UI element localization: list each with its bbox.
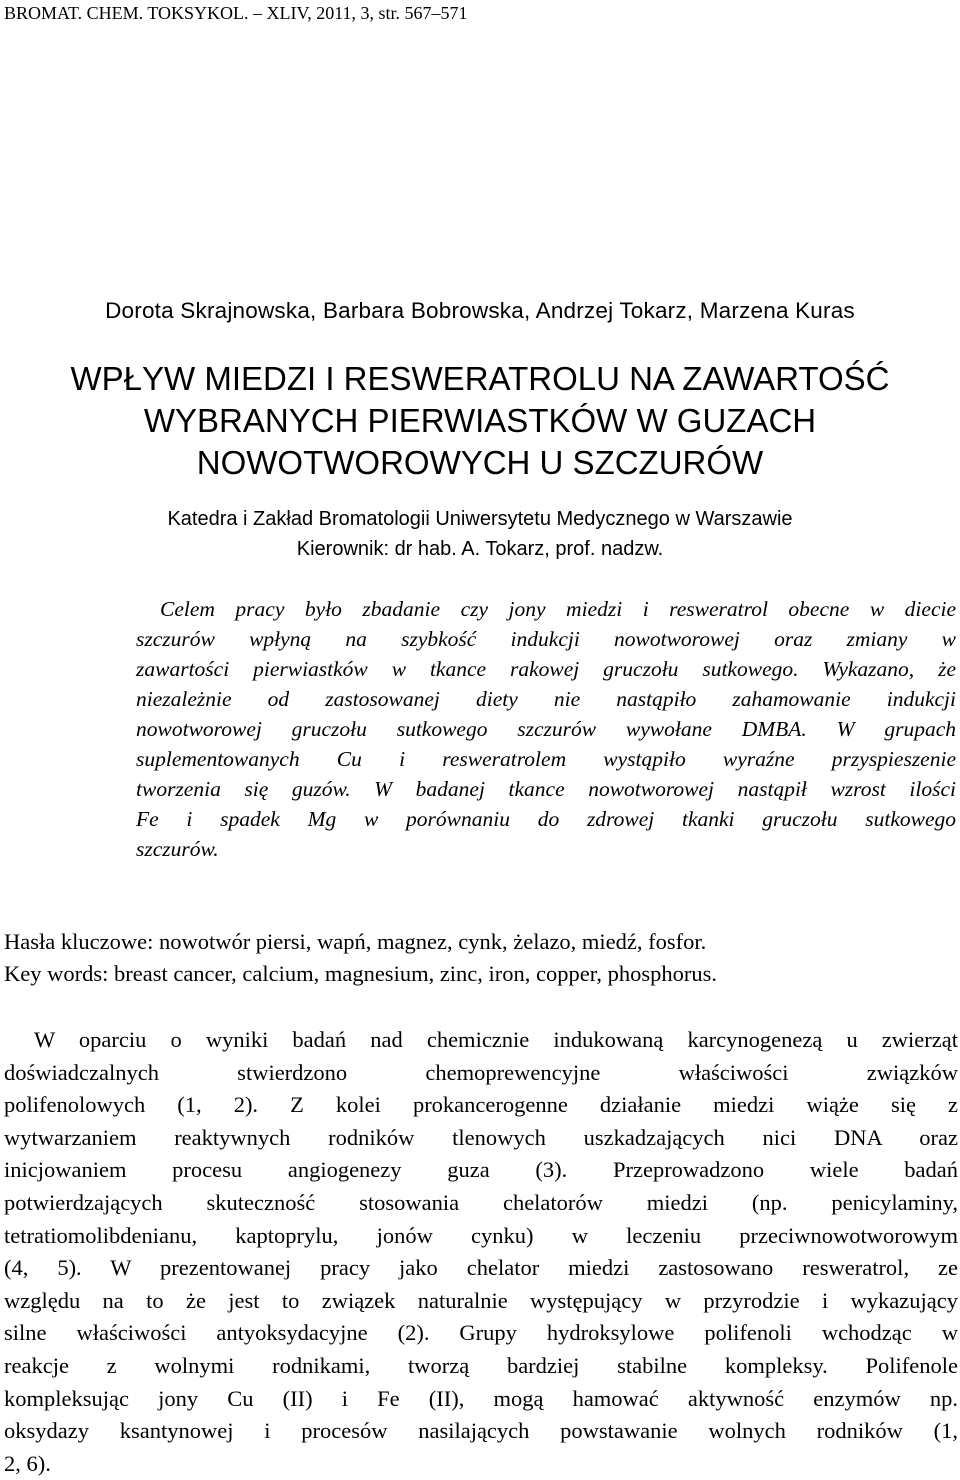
title-line: WYBRANYCH PIERWIASTKÓW W GUZACH — [143, 402, 817, 439]
body-line: inicjowaniem procesu angiogenezy guza (3). Przeprowadzono wiele badań — [4, 1157, 958, 1183]
body-line: 2, 6). — [4, 1450, 51, 1476]
body-line: (4, 5). W prezentowanej pracy jako chelator miedzi zastosowano resweratrol, ze — [4, 1255, 958, 1281]
abstract-line: Fe i spadek Mg w porównaniu do zdrowej tkanki gruczołu sutkowego — [136, 807, 956, 831]
title-line: NOWOTWOROWYCH U SZCZURÓW — [196, 444, 764, 481]
body-line: tetratiomolibdenianu, kaptoprylu, jonów cynku) w leczeniu przeciwnowotworowym — [4, 1222, 958, 1248]
body-line: W oparciu o wyniki badań nad chemicznie indukowaną karcynogenezą u zwierząt — [34, 1027, 958, 1052]
author-list: Dorota Skrajnowska, Barbara Bobrowska, Andrzej Tokarz, Marzena Kuras — [105, 298, 855, 323]
journal-citation: BROMAT. CHEM. TOKSYKOL. – XLIV, 2011, 3, str. 567–571 — [4, 3, 468, 23]
body-line: polifenolowych (1, 2). Z kolei prokancerogenne działanie miedzi wiąże się z — [4, 1092, 958, 1118]
body-line: potwierdzających skuteczność stosowania chelatorów miedzi (np. penicylaminy, — [4, 1189, 958, 1215]
keywords-english: Key words: breast cancer, calcium, magnesium, zinc, iron, copper, phosphorus. — [4, 961, 717, 986]
abstract-line: Celem pracy było zbadanie czy jony miedzi i resweratrol obecne w diecie — [160, 597, 956, 621]
abstract-line: nowotworowej gruczołu sutkowego szczurów wywołane DMBA. W grupach — [136, 717, 956, 741]
body-line: względu na to że jest to związek naturalnie występujący w przyrodzie i wykazujący — [4, 1287, 958, 1313]
abstract — [136, 594, 956, 864]
body-line: doświadczalnych stwierdzono chemoprewencyjne właściwości związków — [4, 1059, 958, 1085]
body-line: oksydazy ksantynowej i procesów nasilających powstawanie wolnych rodników (1, — [4, 1418, 958, 1444]
body-line: kompleksując jony Cu (II) i Fe (II), mogą hamować aktywność enzymów np. — [4, 1385, 958, 1411]
body-line: reakcje z wolnymi rodnikami, tworzą bardziej stabilne kompleksy. Polifenole — [4, 1352, 958, 1378]
body-paragraph — [4, 1024, 958, 1480]
abstract-line: szczurów wpłyną na szybkość indukcji nowotworowej oraz zmiany w — [136, 627, 956, 651]
abstract-line: zawartości pierwiastków w tkance rakowej gruczołu sutkowego. Wykazano, że — [136, 657, 956, 681]
keywords-polish: Hasła kluczowe: nowotwór piersi, wapń, magnez, cynk, żelazo, miedź, fosfor. — [4, 929, 707, 954]
head-of-department: Kierownik: dr hab. A. Tokarz, prof. nadzw. — [296, 538, 664, 560]
body-line: silne właściwości antyoksydacyjne (2). Grupy hydroksylowe polifenoli wchodząc w — [4, 1320, 958, 1346]
keywords-block — [4, 926, 960, 990]
abstract-line: szczurów. — [136, 837, 219, 861]
abstract-line: tworzenia się guzów. W badanej tkance nowotworowej nastąpił wzrost ilości — [136, 777, 956, 801]
body-line: wytwarzaniem reaktywnych rodników tlenowych uszkadzających nici DNA oraz — [4, 1124, 958, 1150]
affiliation: Katedra i Zakład Bromatologii Uniwersytetu Medycznego w Warszawie — [167, 508, 793, 530]
title-line: WPŁYW MIEDZI I RESWERATROLU NA ZAWARTOŚĆ — [70, 360, 890, 397]
abstract-line: suplementowanych Cu i resweratrolem wystąpiło wyraźne przyspieszenie — [136, 747, 956, 771]
article-title — [0, 358, 960, 484]
abstract-line: niezależnie od zastosowanej diety nie nastąpiło zahamowanie indukcji — [136, 687, 956, 711]
